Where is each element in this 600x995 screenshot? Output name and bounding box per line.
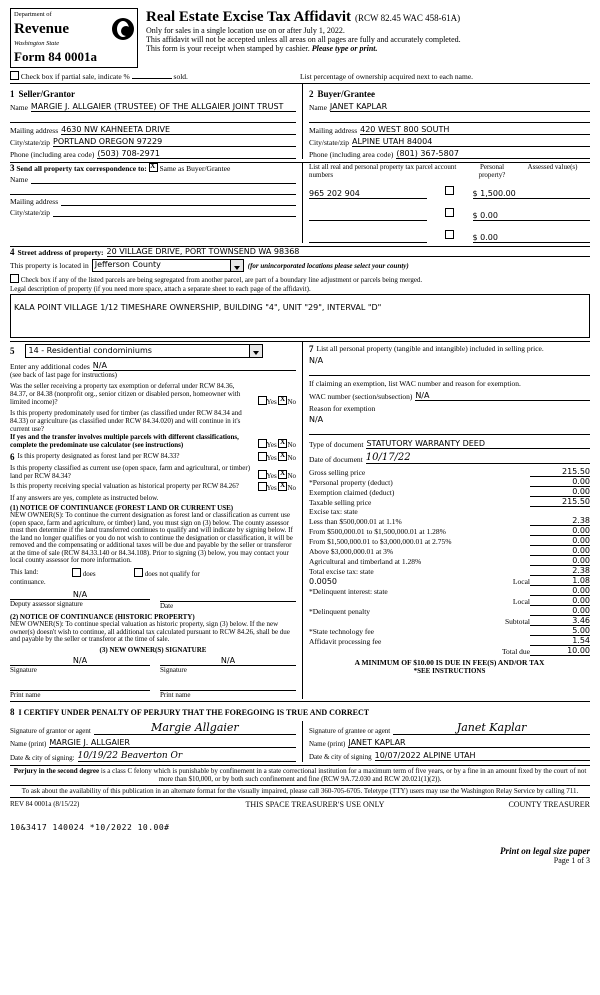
grantor-signature-value[interactable]: Margie Allgaier: [94, 721, 296, 735]
local-tax-label: Local: [512, 577, 530, 586]
partial-sale-checkbox[interactable]: [10, 71, 19, 80]
buyer-name-value[interactable]: JANET KAPLAR: [330, 102, 590, 112]
corr-mailing-value[interactable]: [61, 205, 296, 206]
notice3-title: (3) NEW OWNER(S) SIGNATURE: [99, 645, 207, 654]
document-date-label: Date of document: [309, 455, 363, 464]
wac-number-label: WAC number (section/subsection): [309, 392, 413, 401]
revenue-wordmark: Revenue: [14, 20, 69, 37]
tax-calculation-table: [309, 467, 590, 656]
taxable-selling-price-value[interactable]: 215.50: [530, 497, 590, 507]
tax-row: [309, 546, 590, 556]
bracket4-value[interactable]: 0.00: [530, 546, 590, 556]
correspondence-section: [10, 163, 590, 243]
print-note: Print on legal size paper: [499, 846, 590, 857]
same-as-buyer-checkbox[interactable]: [149, 163, 158, 172]
sec5-q1-no-checkbox[interactable]: [278, 396, 287, 405]
delinquent-interest-state-value[interactable]: 0.00: [530, 586, 590, 596]
assessed-value-2[interactable]: $ 0.00: [473, 233, 591, 243]
exemption-claimed-value[interactable]: 0.00: [530, 487, 590, 497]
corr-city-value[interactable]: [53, 216, 296, 217]
header-line-3: This form is your receipt when stamped by cashier. Please type or print.: [146, 44, 378, 53]
land-use-code-value: 14 - Residential condominiums: [28, 346, 152, 355]
sec5-q2-note: If yes and the transfer involves multiple parcels with different classifications, complete the predominate use calculator (see instructions): [10, 433, 239, 449]
new-owner-print-1[interactable]: [10, 680, 150, 691]
total-due-value[interactable]: 10.00: [530, 646, 590, 656]
parcel-header: List all real and personal property tax parcel account numbers: [309, 163, 457, 179]
local-tax-value[interactable]: 1.08: [530, 576, 590, 586]
delinquent-penalty-label: *Delinquent penalty: [309, 607, 371, 616]
parcel-row: [309, 203, 590, 221]
delinquent-interest-local-label: Local: [512, 597, 530, 606]
county-treasurer-label: COUNTY TREASURER: [508, 800, 590, 810]
bracket2-label: From $500,000.01 to $1,500,000.01 at 1.28%: [309, 527, 446, 536]
grantee-date-label: Date & city of signing: [309, 752, 372, 761]
personal-property-value[interactable]: N/A: [309, 356, 324, 365]
sec5-q1-yes-checkbox[interactable]: [258, 396, 267, 405]
seller-phone-label: Phone (including area code): [10, 150, 95, 159]
sec1-number: 1: [10, 89, 15, 99]
buyer-mailing-label: Mailing address: [309, 126, 358, 135]
continuance-label: continuance.: [10, 577, 46, 586]
type-or-print-note: Please type or print.: [311, 44, 378, 53]
partial-sale-label: Check box if partial sale, indicate %: [20, 72, 130, 81]
sec6-q3-no-checkbox[interactable]: [278, 482, 287, 491]
no-label: No: [287, 441, 296, 449]
street-address-value[interactable]: 20 VILLAGE DRIVE, PORT TOWNSEND WA 98368: [107, 247, 590, 257]
deputy-assessor-signature-label: Deputy assessor signature: [10, 599, 83, 608]
tax-row: [309, 646, 590, 656]
parcel-number-1[interactable]: [309, 220, 427, 221]
sec6-q3-yes-checkbox[interactable]: [258, 482, 267, 491]
sec4-number: 4: [10, 247, 15, 257]
corr-name-label: Name: [10, 175, 28, 184]
reason-exemption-label: Reason for exemption: [309, 404, 376, 413]
new-owner-signature-1[interactable]: N/A: [10, 656, 150, 666]
rcw-reference: (RCW 82.45 WAC 458-61A): [355, 13, 461, 23]
delinquent-penalty-value[interactable]: 0.00: [530, 606, 590, 616]
additional-codes-label: Enter any additional codes: [10, 362, 90, 371]
sec3-number: 3: [10, 163, 15, 173]
department-label: Department of: [14, 11, 52, 18]
partial-sale-row: [10, 71, 590, 81]
same-as-buyer-label: Same as Buyer/Grantee: [159, 164, 231, 173]
tax-row: [309, 507, 590, 516]
tax-row: [309, 616, 590, 626]
grantor-signature-label: Signature of grantor or agent: [10, 726, 91, 735]
state-label: Washington State: [14, 40, 60, 47]
does-label: does: [82, 569, 96, 578]
state-technology-fee-value[interactable]: 5.00: [530, 626, 590, 636]
legal-description-value: KALA POINT VILLAGE 1/12 TIMESHARE OWNERSHIP, BUILDING "4", UNIT "29", INTERVAL "D": [14, 303, 382, 312]
footer-row: [10, 800, 590, 809]
tax-row: [309, 576, 590, 586]
seller-name-value[interactable]: MARGIE J. ALLGAIER (TRUSTEE) OF THE ALLGAIER JOINT TRUST: [31, 102, 296, 112]
see-instructions-note: *SEE INSTRUCTIONS: [413, 667, 486, 675]
agency-logo: [10, 8, 138, 68]
corr-name-value[interactable]: [31, 183, 296, 184]
seller-mailing-label: Mailing address: [10, 126, 59, 135]
parcel-row: [309, 225, 590, 243]
exemption-instruction: If claiming an exemption, list WAC number and reason for exemption.: [309, 379, 521, 388]
county-value: Jefferson County: [94, 260, 161, 269]
bracket2-value[interactable]: 0.00: [530, 526, 590, 536]
sec7-title: List all personal property (tangible and intangible) included in selling price.: [316, 344, 544, 353]
new-owner-signature-label-1: Signature: [10, 665, 37, 674]
certification-section: [10, 702, 590, 762]
revenue-swirl-icon: [112, 18, 134, 40]
grantor-date-value[interactable]: 10/19/22 Beaverton Or: [78, 751, 296, 762]
notice1-title: (1) NOTICE OF CONTINUANCE (FOREST LAND OR CURRENT USE): [10, 504, 234, 512]
chevron-down-icon[interactable]: [230, 260, 243, 271]
yes-label: Yes: [266, 398, 277, 406]
partial-sale-field: [10, 71, 300, 81]
buyer-name-label: Name: [309, 103, 327, 112]
additional-codes-value[interactable]: N/A: [93, 361, 296, 371]
tax-row: [309, 487, 590, 497]
excise-tax-state-label: Excise tax: state: [309, 507, 358, 516]
no-label: No: [287, 454, 296, 462]
grantee-signature-label: Signature of grantee or agent: [309, 726, 391, 735]
subtotal-label: Subtotal: [504, 617, 530, 626]
personal-property-checkbox-0[interactable]: [445, 186, 454, 195]
tax-row: [309, 516, 590, 526]
grantor-date-label: Date & city of signing:: [10, 753, 75, 762]
sec2-number: 2: [309, 89, 314, 99]
sec6-q2-label: Is this property classified as current use (open space, farm and agricultural, or timber) land per RCW 84.34?: [10, 464, 251, 480]
personal-property-header: Personal property?: [478, 163, 506, 179]
sec5-q1-label: Was the seller receiving a property tax exemption or deferral under RCW 84.36, 84.37, or 84.38 (nonprofit org., senior citizen or disabled person, homeowner with limited income)?: [10, 382, 241, 406]
grantee-print-value[interactable]: JANET KAPLAR: [348, 738, 590, 748]
grantee-date-value[interactable]: 10/07/2022 ALPINE UTAH: [375, 751, 590, 761]
seller-grantor-block: [10, 84, 302, 159]
buyer-grantee-block: [302, 84, 590, 159]
form-number: Form 84 0001a: [14, 49, 98, 64]
delinquent-interest-state-label: *Delinquent interest: state: [309, 587, 388, 596]
land-use-code-select[interactable]: [25, 344, 263, 358]
located-in-label: This property is located in: [10, 261, 89, 270]
buyer-name-line2[interactable]: [309, 112, 590, 123]
chevron-down-icon[interactable]: [249, 345, 262, 357]
sec7-block: [302, 342, 590, 699]
corr-city-label: City/state/zip: [10, 208, 50, 217]
buyer-mailing-value[interactable]: 420 WEST 800 SOUTH: [360, 125, 590, 135]
legal-description-box[interactable]: [10, 294, 590, 338]
sec1-title: Seller/Grantor: [18, 89, 75, 99]
property-section: [10, 247, 590, 338]
grantee-print-label: Name (print): [309, 739, 346, 748]
does-not-label: does not qualify for: [144, 569, 200, 578]
form-header: [10, 8, 590, 68]
taxable-selling-price-label: Taxable selling price: [309, 498, 372, 507]
minimum-due-note: A MINIMUM OF $10.00 IS DUE IN FEE(S) AND/OR TAX: [354, 658, 545, 667]
no-label: No: [287, 472, 296, 480]
reason-exemption-value[interactable]: N/A: [309, 415, 324, 424]
bracket3-value[interactable]: 0.00: [530, 536, 590, 546]
parties-section: [10, 84, 590, 159]
parcel-row: [309, 181, 590, 199]
sec5-q2-label: Is this property predominately used for timber (as classified under RCW 84.34 and 84.33) or agriculture (as classified under RCW 84.34.020) and will continue in it's current use?: [10, 409, 242, 433]
yes-label: Yes: [266, 441, 277, 449]
corr-mailing-label: Mailing address: [10, 197, 59, 206]
ag-timber-label: Agricultural and timberland at 1.28%: [309, 557, 422, 566]
affidavit-processing-fee-label: Affidavit processing fee: [309, 637, 382, 646]
treasurer-space-label: THIS SPACE TREASURER'S USE ONLY: [245, 800, 385, 810]
land-does-not-qualify-checkbox[interactable]: [134, 568, 143, 577]
document-type-label: Type of document: [309, 440, 364, 449]
sec8-title: I CERTIFY UNDER PENALTY OF PERJURY THAT THE FOREGOING IS TRUE AND CORRECT: [18, 707, 370, 717]
corr-name-line2[interactable]: [10, 184, 296, 195]
tax-row: [309, 477, 590, 487]
sec6-q1-yes-checkbox[interactable]: [258, 452, 267, 461]
sec5-number: 5: [10, 346, 15, 356]
personal-property-checkbox-1[interactable]: [445, 208, 454, 217]
new-owner-print-2[interactable]: [160, 680, 296, 691]
exemption-claimed-label: Exemption claimed (deduct): [309, 488, 395, 497]
sec6-q3-label: Is this property receiving special valuation as historical property per RCW 84.26?: [10, 482, 239, 490]
buyer-phone-value[interactable]: (801) 367-5807: [396, 149, 590, 159]
legal-description-label: Legal description of property (if you need more space, attach a separate sheet to each page of the affidavit).: [10, 285, 311, 293]
buyer-phone-label: Phone (including area code): [309, 150, 394, 159]
sec2-title: Buyer/Grantee: [317, 89, 375, 99]
tax-row: [309, 556, 590, 566]
parcel-table-block: [302, 163, 590, 243]
sec6-q1-no-checkbox[interactable]: [278, 452, 287, 461]
new-owner-signature-label-2: Signature: [160, 665, 187, 674]
ownership-percent-note: List percentage of ownership acquired next to each name.: [300, 72, 474, 81]
assessor-date-label: Date: [160, 601, 174, 610]
document-type-value[interactable]: STATUTORY WARRANTY DEED: [366, 439, 590, 449]
state-technology-fee-label: *State technology fee: [309, 627, 374, 636]
ada-notice: To ask about the availability of this publication in an alternate format for the visually impaired, please call 360-705-6705. Teletype (TTY) users may use the Washington Relay Service by calling 711.: [21, 786, 579, 795]
grantor-print-value[interactable]: MARGIE J. ALLGAIER: [49, 738, 296, 748]
sec3-title: Send all property tax correspondence to:: [16, 164, 147, 173]
sec6-q2-yes-checkbox[interactable]: [258, 470, 267, 479]
sec8-number: 8: [10, 706, 15, 717]
tax-row: [309, 497, 590, 507]
no-label: No: [287, 484, 296, 492]
tax-row: [309, 566, 590, 576]
land-does-qualify-checkbox[interactable]: [72, 568, 81, 577]
perjury-text: is a class C felony which is punishable by confinement in a state correctional institution for a maximum term of five years, or by a fine in an amount fixed by the court of not more than $10,000, or by both such confinement and fine (RCW 9A.72.030 and RCW 20.021(1)(2)).: [100, 766, 587, 783]
parcel-number-0[interactable]: 965 202 904: [309, 189, 427, 199]
lower-sections: [10, 342, 590, 699]
sec5-q2-no-checkbox[interactable]: [278, 439, 287, 448]
personal-property-deduct-value[interactable]: 0.00: [530, 477, 590, 487]
delinquent-interest-local-value[interactable]: 0.00: [530, 596, 590, 606]
new-owner-print-label-1: Print name: [10, 690, 41, 699]
tax-row: [309, 467, 590, 477]
tax-row: [309, 626, 590, 636]
notice2-body: NEW OWNER(S): To continue special valuation as historic property, sign (3) below. If the new owner(s) doesn't wish to continue, all additional tax calculated pursuant to RCW 84.26, shall be due and payable by the seller or transferor at the time of sale.: [10, 619, 290, 644]
page-number: Page 1 of 3: [553, 856, 590, 866]
revision-number: REV 84 0001a (8/15/22): [10, 800, 80, 809]
tax-row: [309, 636, 590, 646]
seller-city-label: City/state/zip: [10, 138, 50, 147]
local-rate-value[interactable]: 0.0050: [309, 577, 337, 586]
document-date-value[interactable]: 10/17/22: [366, 452, 590, 464]
header-line-2: This affidavit will not be accepted unless all areas on all pages are fully and accurately completed.: [146, 35, 461, 44]
sold-label: sold.: [173, 72, 188, 81]
buyer-city-value[interactable]: ALPINE UTAH 84004: [352, 137, 590, 147]
total-excise-state-label: Total excise tax: state: [309, 567, 374, 576]
grantee-signature-value[interactable]: Janet Kaplar: [393, 721, 590, 735]
treasurer-stamp: 10&3417 140024 *10/2022 10.00#: [10, 823, 170, 833]
assessed-value-0[interactable]: $ 1,500.00: [473, 189, 591, 199]
this-land-label: This land:: [10, 567, 39, 576]
segregation-label: Check box if any of the listed parcels are being segregated from another parcel, are part of a boundary line adjustment or parcels being merged.: [20, 276, 423, 284]
page-title: Real Estate Excise Tax Affidavit: [146, 9, 351, 25]
notice1-body: NEW OWNER(S): To continue the current designation as forest land or classification as current use (open space, farm and agriculture, or timber) land, you must sign on (3) below. The county assessor must then determine if the land transferred continues to qualify and will indicate by signing below. If the land no longer qualifies or you do not wish to continue the designation or classification, it will be removed and the compensating or additional taxes will be due and payable by the seller or transferor at the time of sale (RCW 84.33.140 or 84.34.108). Prior to signing (3) below, you may contact your local county assessor for more information.: [10, 511, 293, 565]
sec6-q1-label: Is this property designated as forest land per RCW 84.33?: [17, 452, 180, 460]
see-back-note: (see back of last page for instructions): [10, 371, 117, 379]
perjury-bold: Perjury in the second degree: [13, 766, 100, 775]
sec6-q2-no-checkbox[interactable]: [278, 470, 287, 479]
sec6-number: 6: [10, 452, 15, 462]
tax-row: [309, 586, 590, 596]
notice2-title: (2) NOTICE OF CONTINUANCE (HISTORIC PROPERTY): [10, 612, 195, 621]
personal-property-deduct-label: *Personal property (deduct): [309, 478, 393, 487]
ag-timber-value[interactable]: 0.00: [530, 556, 590, 566]
buyer-city-label: City/state/zip: [309, 138, 349, 147]
seller-name-label: Name: [10, 103, 28, 112]
personal-property-checkbox-2[interactable]: [445, 230, 454, 239]
grantor-print-label: Name (print): [10, 739, 47, 748]
new-owner-print-label-2: Print name: [160, 690, 191, 699]
subtotal-value[interactable]: 3.46: [530, 616, 590, 626]
bracket3-label: From $1,500,000.01 to $3,000,000.01 at 2.75%: [309, 537, 452, 546]
header-line-1: Only for sales in a single location use on or after July 1, 2022.: [146, 26, 345, 35]
total-due-label: Total due: [501, 647, 530, 656]
yes-label: Yes: [266, 484, 277, 492]
wac-number-value[interactable]: N/A: [415, 391, 590, 401]
tax-row: [309, 536, 590, 546]
gross-selling-price-label: Gross selling price: [309, 468, 366, 477]
street-address-label: Street address of property:: [17, 248, 104, 257]
no-label: No: [287, 398, 296, 406]
assessor-date-value[interactable]: [160, 590, 296, 602]
seller-name-line2[interactable]: [10, 112, 296, 123]
seller-phone-value[interactable]: (503) 708-2971: [97, 149, 296, 159]
county-select[interactable]: [92, 259, 244, 272]
county-note: (for unincorporated locations please select your county): [247, 261, 409, 270]
assessed-value-1[interactable]: $ 0.00: [473, 211, 591, 221]
bracket1-label: Less than $500,000.01 at 1.1%: [309, 517, 402, 526]
assessed-value-header: Assessed value(s): [527, 163, 578, 171]
deputy-assessor-signature-value[interactable]: N/A: [10, 590, 150, 600]
total-excise-state-value[interactable]: 2.38: [530, 566, 590, 576]
tax-row: [309, 526, 590, 536]
sec7-number: 7: [309, 344, 314, 354]
sec6-instruction: If any answers are yes, complete as instructed below.: [10, 494, 159, 502]
bracket1-value[interactable]: 2.38: [530, 516, 590, 526]
gross-selling-price-value[interactable]: 215.50: [530, 467, 590, 477]
seller-mailing-value[interactable]: 4630 NW KAHNEETA DRIVE: [61, 125, 296, 135]
bracket4-label: Above $3,000,000.01 at 3%: [309, 547, 394, 556]
parcel-number-2[interactable]: [309, 242, 427, 243]
tax-row: [309, 606, 590, 616]
segregation-checkbox[interactable]: [10, 274, 19, 283]
yes-label: Yes: [266, 472, 277, 480]
new-owner-signature-2[interactable]: N/A: [160, 656, 296, 666]
perjury-notice: [10, 767, 590, 783]
partial-sale-percent-input[interactable]: [132, 78, 172, 79]
yes-label: Yes: [266, 454, 277, 462]
sec5-q2-yes-checkbox[interactable]: [258, 439, 267, 448]
affidavit-processing-fee-value[interactable]: 1.54: [530, 636, 590, 646]
tax-row: [309, 596, 590, 606]
seller-city-value[interactable]: PORTLAND OREGON 97229: [53, 137, 296, 147]
